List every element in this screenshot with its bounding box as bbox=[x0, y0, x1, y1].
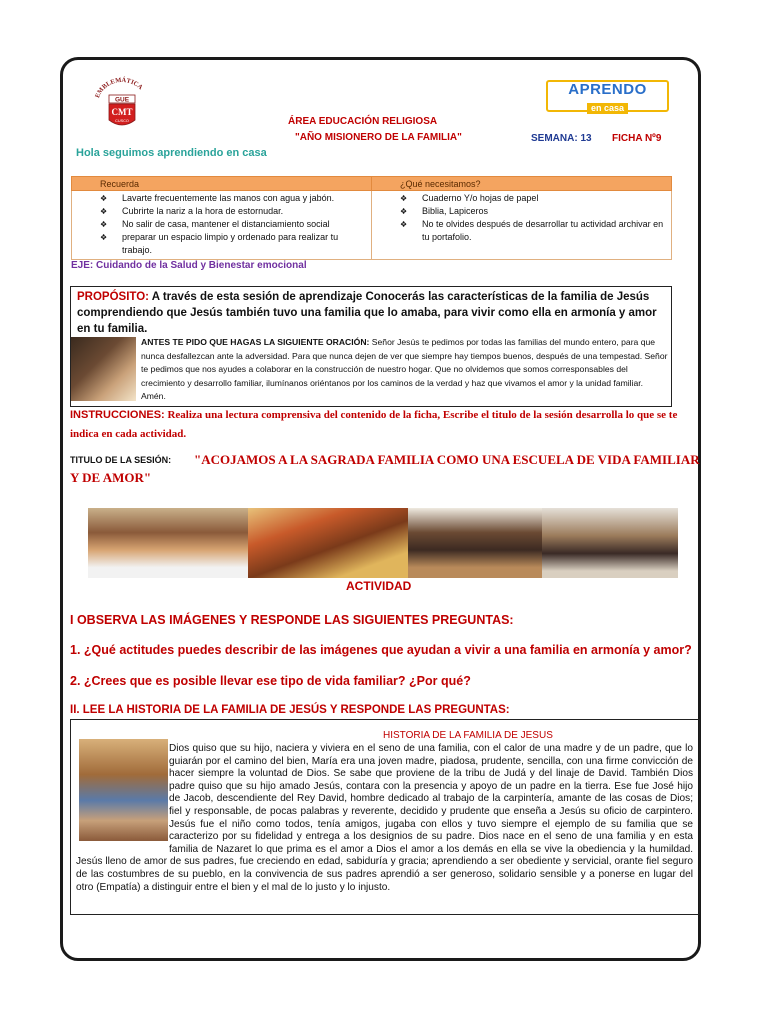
family-photo-1 bbox=[88, 508, 248, 578]
list-item: ❖ preparar un espacio limpio y ordenado para realizar tu trabajo. bbox=[96, 231, 367, 257]
session-title-label: TITULO DE LA SESIÓN: bbox=[70, 455, 172, 465]
prayer-label: ANTES TE PIDO QUE HAGAS LA SIGUIENTE ORACIÓN: bbox=[141, 337, 370, 347]
prayer-body: Señor Jesús te pedimos por todas las familias del mundo entero, para que nunca desfallezcan ante la adversidad. Para que nunca dejen de ver que siempre hay tiempos buenos, después de una tempestad. Señor te pedimos que nos ayudes a colaborar en la construcción de nuestro hogar. Que no olvidemos que somos corresponsables del crecimiento y desarrollo familiar, ilumínanos oriéntanos por los caminos de la verdad y haz que vivamos el amor y la unidad familiar. Amén. bbox=[141, 337, 668, 401]
axis-label: EJE: Cuidando de la Salud y Bienestar emocional bbox=[71, 260, 307, 271]
list-item: ❖ Cubrirte la nariz a la hora de estornudar. bbox=[96, 205, 367, 218]
list-item: ❖ No te olvides después de desarrollar tu actividad archivar en tu portafolio. bbox=[396, 218, 667, 244]
area-title: ÁREA EDUCACIÓN RELIGIOSA bbox=[288, 116, 438, 127]
logo-line1: APRENDO bbox=[568, 81, 647, 98]
purpose-text bbox=[77, 289, 667, 337]
necesitamos-cell bbox=[372, 191, 672, 260]
emblem-gue: GUE bbox=[114, 96, 130, 104]
section1-heading: I OBSERVA LAS IMÁGENES Y RESPONDE LAS SIGUIENTES PREGUNTAS: bbox=[70, 613, 514, 627]
year-motto: "AÑO MISIONERO DE LA FAMILIA" bbox=[295, 132, 462, 143]
col-necesitamos-header: ¿Qué necesitamos? bbox=[372, 177, 672, 191]
recuerda-cell bbox=[72, 191, 372, 260]
activity-heading: ACTIVIDAD bbox=[346, 579, 412, 593]
instructions-body: Realiza una lectura comprensiva del contenido de la ficha, Escribe el titulo de la sesión desarrolla lo que se te indica en cada actividad. bbox=[70, 409, 678, 440]
prayer-text bbox=[141, 336, 669, 404]
list-item: ❖ Biblia, Lapiceros bbox=[396, 205, 667, 218]
purpose-label: PROPÓSITO: bbox=[77, 291, 149, 303]
logo-line2: en casa bbox=[587, 103, 628, 114]
school-emblem bbox=[92, 76, 152, 134]
week-label: SEMANA: 13 bbox=[531, 133, 592, 144]
emblem-top-text: EMBLEMÁTICA bbox=[94, 76, 144, 100]
session-title: "ACOJAMOS A LA SAGRADA FAMILIA COMO UNA ESCUELA DE VIDA FAMILIAR Y DE AMOR" bbox=[70, 452, 700, 485]
story-image-spacer bbox=[76, 743, 169, 851]
aprendo-en-casa-logo bbox=[546, 80, 669, 112]
story-text-wrapper bbox=[76, 743, 693, 894]
question-2: 2. ¿Crees que es posible llevar ese tipo de vida familiar? ¿Por qué? bbox=[70, 674, 471, 688]
question-1: 1. ¿Qué actitudes puedes describir de las imágenes que ayudan a vivir a una familia en armonía y amor? bbox=[70, 643, 692, 657]
instructions bbox=[70, 406, 700, 444]
family-photo-2 bbox=[248, 508, 408, 578]
list-item: ❖ No salir de casa, mantener el distanciamiento social bbox=[96, 218, 367, 231]
praying-woman-image bbox=[71, 337, 136, 401]
story-text: Dios quiso que su hijo, naciera y viviera en el seno de una familia, con el calor de una madre y de un padre, que lo guiarán por el camino del bien, María era una joven madre, piadosa, prudente, sencilla, con una firme convicción de hacer siempre la voluntad de Dios. Se sabe que proviene de la tribu de Judá y del linaje de David. También Dios padre quiso que su hijo amado Jesús, contara con la presencia y apoyo de un padre en la tierra. Ese fue José hijo de Jacob, descendiente del Rey David, hombre dedicado al trabajo de la carpintería, amante de las cosas de Dios; fiel y responsable, de pocas palabras y reverente, decidido y prudente que enseña a Jesús su oficio de carpintero. Jesús fue el niño como todos, tenía amigos, jugaba con ellos y tuvo siempre el ejemplo de su familia que se caracterizo por su fidelidad y entrega a los designios de su padre. Dios nace en el seno de una familia y en esta familia de Nazaret lo que prima es el amor a Dios el amor a los demás en ella se vive la obediencia y la humildad. Jesús lleno de amor de sus padres, fue creciendo en edad, sabiduría y gracia; aprendiendo a ser obediente y servicial, orante fiel seguro de las costumbres de su pueblo, en la convivencia de sus padres aprendió a ser generoso, solidario sensible y a ponerse en lugar del otro (Empatía) a distinguir entre el bien y el mal de lo justo y lo injusto. bbox=[76, 743, 693, 893]
story-title: HISTORIA DE LA FAMILIA DE JESUS bbox=[383, 730, 553, 741]
family-photo-3 bbox=[408, 508, 542, 578]
col-recuerda-header: Recuerda bbox=[72, 177, 372, 191]
purpose-body: A través de esta sesión de aprendizaje Conocerás las características de la familia de Jesús comprendiendo que Jesús también tuvo una familia que lo amaba, para vivir como ella en armonía y amor en tu familia. bbox=[77, 291, 657, 335]
list-item: ❖ Lavarte frecuentemente las manos con agua y jabón. bbox=[96, 192, 367, 205]
family-photo-4 bbox=[542, 508, 678, 578]
reminders-table bbox=[71, 176, 672, 260]
emblem-cmt: CMT bbox=[111, 107, 133, 117]
emblem-city: CUSCO bbox=[115, 119, 129, 123]
sheet-number: FICHA Nº9 bbox=[612, 133, 662, 144]
list-item: ❖ Cuaderno Y/o hojas de papel bbox=[396, 192, 667, 205]
greeting: Hola seguimos aprendiendo en casa bbox=[76, 147, 267, 159]
instructions-label: INSTRUCCIONES: bbox=[70, 409, 165, 421]
section2-heading: II. LEE LA HISTORIA DE LA FAMILIA DE JESÚS Y RESPONDE LAS PREGUNTAS: bbox=[70, 704, 510, 716]
